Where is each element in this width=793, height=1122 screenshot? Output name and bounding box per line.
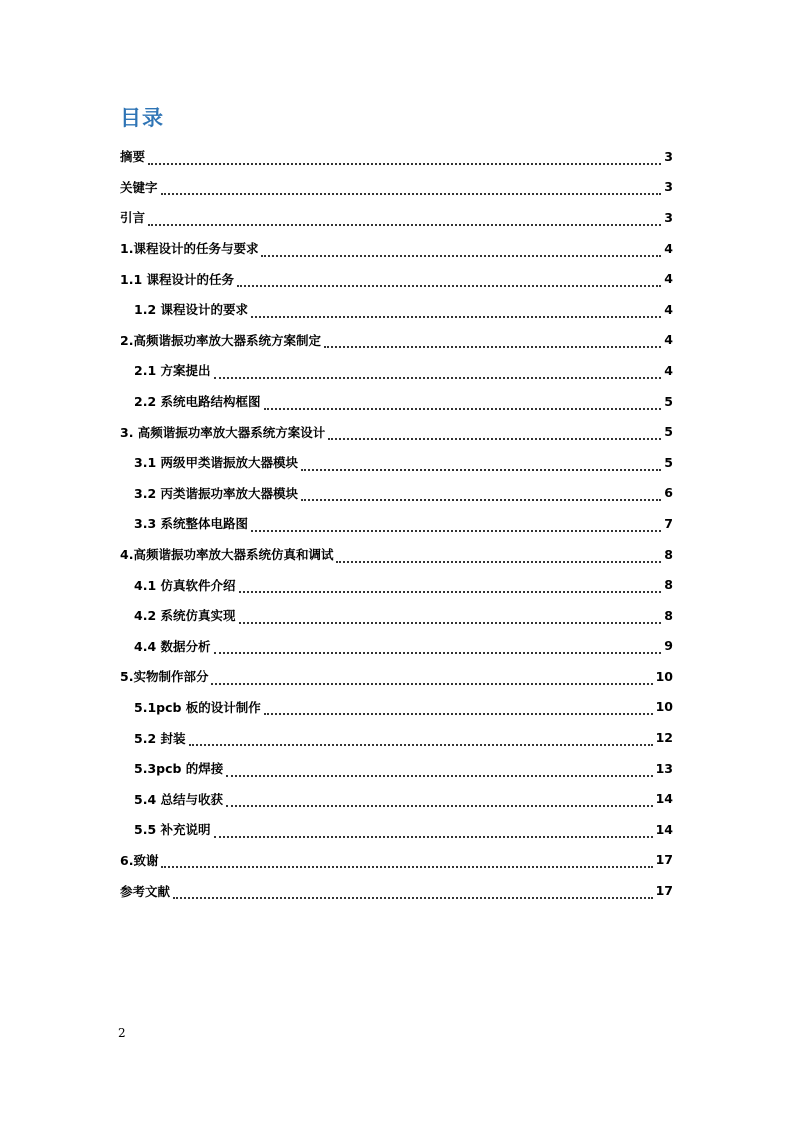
toc-entry-page: 5 <box>664 393 673 409</box>
toc-entry[interactable] <box>120 692 673 723</box>
toc-entry-label: 3.2 丙类谐振功率放大器模块 <box>134 485 298 501</box>
toc-entry-label: 5.1pcb 板的设计制作 <box>134 699 261 715</box>
toc-dot-leader <box>264 397 662 410</box>
toc-entry[interactable] <box>120 661 673 692</box>
toc-entry-label: 6.致谢 <box>120 852 159 868</box>
page-number: 2 <box>118 1026 126 1040</box>
toc-entry-page: 5 <box>664 454 673 470</box>
toc-entry-label: 1.2 课程设计的要求 <box>134 302 248 318</box>
toc-entry[interactable] <box>120 263 673 294</box>
toc-entry-page: 3 <box>664 209 673 225</box>
toc-entry-label: 关键字 <box>120 179 158 195</box>
toc-entry[interactable] <box>120 416 673 447</box>
toc-entry-label: 引言 <box>120 210 146 226</box>
toc-entry-label: 4.4 数据分析 <box>134 638 211 654</box>
toc-entry[interactable] <box>120 508 673 539</box>
toc-dot-leader <box>226 794 653 807</box>
toc-dot-leader <box>301 458 661 471</box>
toc-entry-page: 17 <box>655 852 673 868</box>
toc-entry-page: 8 <box>664 546 673 562</box>
toc-title: 目录 <box>120 106 164 130</box>
toc-entry-label: 4.高频谐振功率放大器系统仿真和调试 <box>120 547 334 563</box>
toc-entry[interactable] <box>120 600 673 631</box>
toc-entry[interactable] <box>120 325 673 356</box>
toc-entry[interactable] <box>120 233 673 264</box>
toc-dot-leader <box>328 427 661 440</box>
toc-dot-leader <box>189 733 653 746</box>
toc-entry-label: 2.高频谐振功率放大器系统方案制定 <box>120 332 321 348</box>
toc-entry[interactable] <box>120 722 673 753</box>
toc-entry-label: 5.3pcb 的焊接 <box>134 761 224 777</box>
toc-entry[interactable] <box>120 539 673 570</box>
toc-entry[interactable] <box>120 447 673 478</box>
toc-dot-leader <box>301 488 661 501</box>
toc-entry[interactable] <box>120 783 673 814</box>
toc-dot-leader <box>239 611 662 624</box>
toc-entry-page: 8 <box>664 607 673 623</box>
toc-entry-label: 1.1 课程设计的任务 <box>120 271 234 287</box>
toc-entry-page: 8 <box>664 577 673 593</box>
toc-dot-leader <box>324 335 661 348</box>
toc-entry-page: 4 <box>664 362 673 378</box>
toc-entry-page: 14 <box>655 791 673 807</box>
toc-entry[interactable] <box>120 845 673 876</box>
toc-entry[interactable] <box>120 631 673 662</box>
toc-dot-leader <box>148 152 661 165</box>
toc-entry-page: 3 <box>664 148 673 164</box>
toc-dot-leader <box>251 305 661 318</box>
toc-dot-leader <box>214 825 653 838</box>
toc-dot-leader <box>336 550 661 563</box>
toc-entry-page: 10 <box>655 699 673 715</box>
toc-entry[interactable] <box>120 355 673 386</box>
toc-entry-page: 10 <box>655 668 673 684</box>
toc-entry[interactable] <box>120 294 673 325</box>
toc-dot-leader <box>148 213 661 226</box>
toc-dot-leader <box>161 182 662 195</box>
table-of-contents <box>120 141 673 906</box>
toc-entry[interactable] <box>120 478 673 509</box>
toc-dot-leader <box>214 366 662 379</box>
toc-dot-leader <box>251 519 661 532</box>
toc-dot-leader <box>237 274 661 287</box>
toc-dot-leader <box>173 886 653 899</box>
toc-entry[interactable] <box>120 202 673 233</box>
toc-dot-leader <box>214 641 662 654</box>
toc-entry-label: 4.1 仿真软件介绍 <box>134 577 236 593</box>
toc-entry-label: 5.4 总结与收获 <box>134 791 223 807</box>
toc-dot-leader <box>211 672 652 685</box>
toc-entry-label: 2.2 系统电路结构框图 <box>134 394 261 410</box>
toc-entry-label: 3.3 系统整体电路图 <box>134 516 248 532</box>
toc-dot-leader <box>161 855 652 868</box>
toc-entry-label: 1.课程设计的任务与要求 <box>120 241 259 257</box>
toc-entry-label: 参考文献 <box>120 883 171 899</box>
toc-entry[interactable] <box>120 753 673 784</box>
toc-entry-label: 3. 高频谐振功率放大器系统方案设计 <box>120 424 326 440</box>
toc-entry-page: 4 <box>664 301 673 317</box>
toc-entry-label: 2.1 方案提出 <box>134 363 211 379</box>
toc-entry-label: 5.2 封装 <box>134 730 186 746</box>
toc-entry-page: 7 <box>664 515 673 531</box>
toc-entry-label: 摘要 <box>120 149 146 165</box>
toc-entry-page: 5 <box>664 424 673 440</box>
toc-entry-page: 9 <box>664 638 673 654</box>
toc-dot-leader <box>226 764 652 777</box>
toc-entry-page: 13 <box>655 760 673 776</box>
toc-entry[interactable] <box>120 875 673 906</box>
toc-entry-page: 4 <box>664 271 673 287</box>
toc-entry-page: 4 <box>664 332 673 348</box>
toc-entry[interactable] <box>120 386 673 417</box>
toc-entry-label: 5.5 补充说明 <box>134 822 211 838</box>
toc-entry[interactable] <box>120 141 673 172</box>
toc-dot-leader <box>261 244 661 257</box>
toc-entry-page: 12 <box>655 730 673 746</box>
toc-entry-page: 17 <box>655 883 673 899</box>
toc-entry-page: 4 <box>664 240 673 256</box>
toc-entry[interactable] <box>120 172 673 203</box>
toc-entry-label: 3.1 两级甲类谐振放大器模块 <box>134 455 298 471</box>
toc-entry-page: 3 <box>664 179 673 195</box>
toc-entry[interactable] <box>120 814 673 845</box>
toc-entry-label: 4.2 系统仿真实现 <box>134 608 236 624</box>
toc-entry-label: 5.实物制作部分 <box>120 669 209 685</box>
toc-entry-page: 6 <box>664 485 673 501</box>
toc-entry-page: 14 <box>655 821 673 837</box>
toc-dot-leader <box>239 580 662 593</box>
toc-dot-leader <box>264 702 653 715</box>
toc-entry[interactable] <box>120 569 673 600</box>
